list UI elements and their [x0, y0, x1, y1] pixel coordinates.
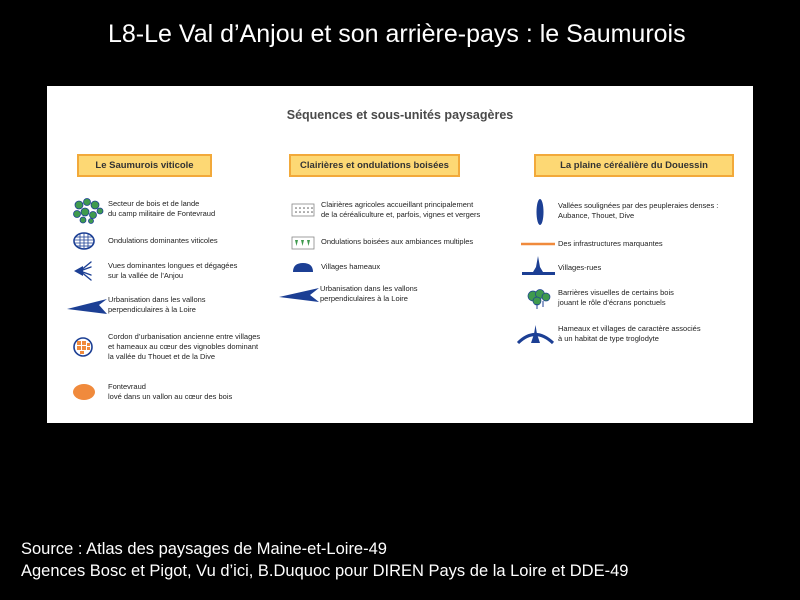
- legend-panel: [47, 86, 753, 423]
- legend-item-fontevraud: [71, 382, 271, 406]
- view-fan-icon: [71, 258, 105, 284]
- legend-item-line: et hameaux au cœur des vignobles dominant: [108, 342, 259, 351]
- legend-item-line: Urbanisation dans les vallons: [320, 284, 418, 293]
- legend-item-infrastructures: [521, 238, 751, 252]
- legend-item-line: Ondulations dominantes viticoles: [108, 236, 218, 245]
- legend-item-line: Des infrastructures marquantes: [558, 239, 663, 248]
- source-line-1: Source : Atlas des paysages de Maine-et-Loire-49: [21, 540, 387, 558]
- legend-item-ondulations-viticoles: [71, 231, 271, 251]
- legend-item-clairieres-agricoles: [291, 198, 511, 224]
- troglodyte-arch-icon: [515, 322, 557, 348]
- hatched-circle-icon: [71, 231, 105, 251]
- tree-rectangle-icon: [291, 234, 319, 252]
- legend-item-line: perpendiculaires à la Loire: [320, 294, 408, 303]
- legend-item-barrieres-visuelles: [521, 286, 741, 312]
- legend-item-line: Cordon d’urbanisation ancienne entre villages: [108, 332, 261, 341]
- legend-item-villages-hameaux: [291, 259, 491, 277]
- village-grid-circle-icon: [71, 330, 105, 366]
- legend-item-line: Villages-rues: [558, 263, 602, 272]
- legend-item-line: la vallée du Thouet et de la Dive: [108, 352, 216, 361]
- legend-item-line: Ondulations boisées aux ambiances multiples: [321, 237, 474, 246]
- legend-item-line: de la céréaliculture et, parfois, vignes et vergers: [321, 210, 481, 219]
- legend-item-line: Secteur de bois et de lande: [108, 199, 200, 208]
- legend-item-cordon-urbanisation: [71, 330, 281, 366]
- dotted-rectangle-icon: [291, 198, 319, 224]
- column-header-saumurois-viticole: Le Saumurois viticole: [77, 154, 212, 177]
- legend-item-line: Clairières agricoles accueillant principalement: [321, 200, 474, 209]
- hamlet-bar-icon: [291, 259, 319, 277]
- arrow-wedge-icon: [277, 284, 321, 310]
- legend-item-line: jouant le rôle d’écrans ponctuels: [558, 298, 666, 307]
- orange-line-icon: [521, 238, 557, 252]
- legend-item-line: sur la vallée de l’Anjou: [108, 271, 184, 280]
- legend-item-urbanisation-vallons: [65, 292, 275, 318]
- orange-ellipse-icon: [71, 382, 105, 406]
- legend-item-bois-lande: [71, 196, 271, 224]
- legend-item-vues-dominantes: [71, 258, 281, 284]
- arrow-wedge-icon: [65, 292, 109, 318]
- slide-title: L8-Le Val d’Anjou et son arrière-pays : le Saumurois: [108, 20, 686, 48]
- legend-item-line: Fontevraud: [108, 382, 146, 391]
- legend-item-line: Vues dominantes longues et dégagées: [108, 261, 238, 270]
- legend-item-line: Aubance, Thouet, Dive: [558, 211, 635, 220]
- legend-item-line: à un habitat de type troglodyte: [558, 334, 659, 343]
- legend-item-urbanisation-vallons-2: [277, 284, 487, 310]
- legend-item-vallees-peupleraies: [521, 196, 751, 228]
- legend-item-line: du camp militaire de Fontevraud: [108, 209, 216, 218]
- legend-item-ondulations-boisees: [291, 234, 511, 252]
- legend-item-villages-rues: [521, 254, 721, 276]
- village-street-icon: [521, 254, 557, 276]
- source-line-2: Agences Bosc et Pigot, Vu d’ici, B.Duquoc pour DIREN Pays de la Loire et DDE-49: [21, 562, 629, 580]
- valley-leaf-icon: [521, 196, 555, 228]
- legend-item-line: perpendiculaires à la Loire: [108, 305, 196, 314]
- source-citation: [21, 538, 628, 582]
- legend-item-troglodyte: [515, 322, 745, 348]
- tree-screen-icon: [521, 286, 555, 312]
- legend-item-line: lové dans un vallon au cœur des bois: [108, 392, 233, 401]
- forest-cluster-icon: [71, 196, 105, 224]
- legend-title: Séquences et sous-unités paysagères: [286, 108, 514, 122]
- column-header-plaine-douessin: La plaine céréalière du Douessin: [534, 154, 734, 177]
- column-header-clairieres: Clairières et ondulations boisées: [289, 154, 460, 177]
- legend-item-line: Barrières visuelles de certains bois: [558, 288, 674, 297]
- legend-item-line: Hameaux et villages de caractère associés: [558, 324, 701, 333]
- legend-item-line: Urbanisation dans les vallons: [108, 295, 206, 304]
- legend-item-line: Vallées soulignées par des peupleraies denses :: [558, 201, 719, 210]
- legend-item-line: Villages hameaux: [321, 262, 381, 271]
